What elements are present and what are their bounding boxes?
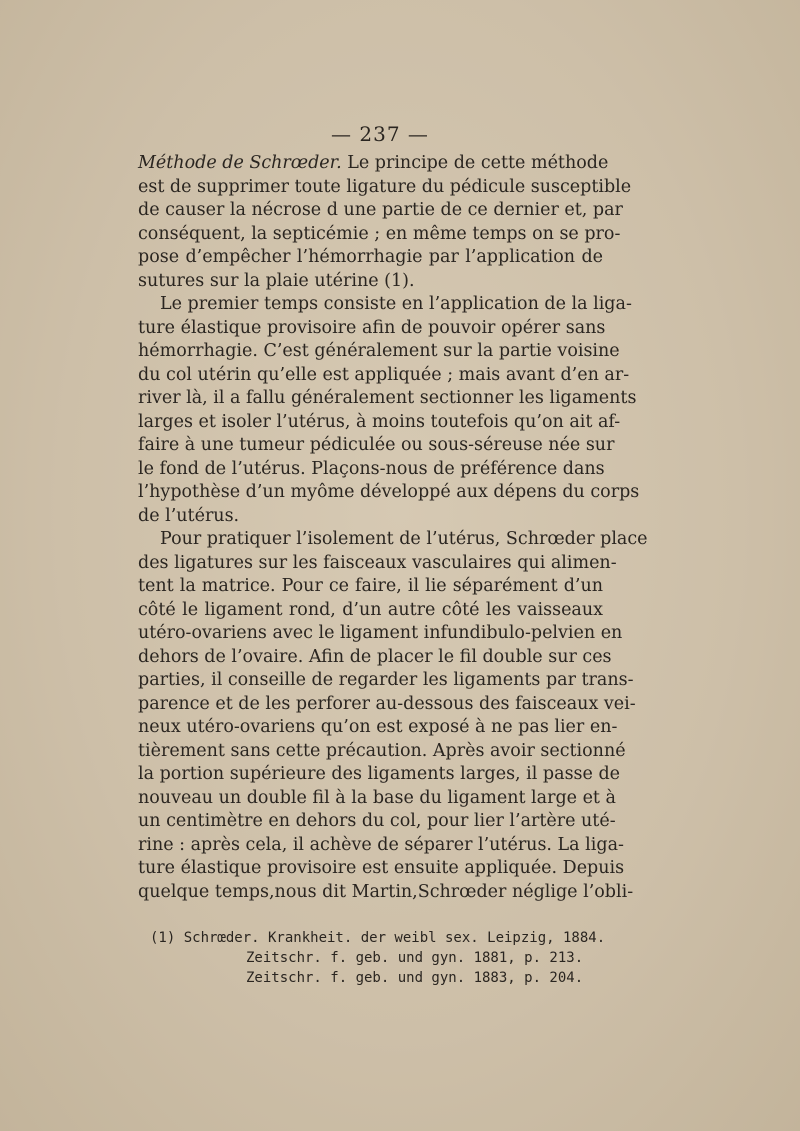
text-line: un centimètre en dehors du col, pour lier l’artère uté- [138, 811, 616, 831]
text-line: parence et de les perforer au-dessous des faisceaux vei- [138, 693, 636, 714]
text-line [138, 152, 609, 176]
text-line: tent la matrice. Pour ce faire, il lie séparément d’un [138, 576, 603, 596]
text-fragment: Le principe de cette méthode [341, 153, 609, 173]
text-line: ture élastique provisoire afin de pouvoir opérer sans [138, 317, 606, 338]
text-line: des ligatures sur les faisceaux vasculaires qui alimen- [138, 552, 617, 573]
text-line: river là, il a fallu généralement sectionner les ligaments [138, 388, 637, 408]
text-line: Pour pratiquer l’isolement de l’utérus, Schrœder place [160, 529, 648, 549]
text-line: dehors de l’ovaire. Afin de placer le fil double sur ces [138, 646, 612, 667]
text-line: rine : après cela, il achève de séparer l’utérus. La liga- [138, 834, 624, 855]
text-line: faire à une tumeur pédiculée ou sous-séreuse née sur [138, 435, 615, 455]
text-line: conséquent, la septicémie ; en même temps on se pro- [138, 223, 621, 244]
paragraph [138, 152, 632, 293]
text-line: hémorrhagie. C’est généralement sur la partie voisine [138, 341, 620, 361]
body-text [138, 152, 648, 904]
text-line: utéro-ovariens avec le ligament infundibulo-pelvien en [138, 623, 623, 643]
text-line: nouveau un double fil à la base du ligament large et à [138, 787, 616, 808]
page-number: — 237 — [331, 122, 429, 146]
text-line: sutures sur la plaie utérine (1). [138, 270, 415, 291]
text-line: ture élastique provisoire est ensuite appliquée. Depuis [138, 858, 625, 878]
text-line: larges et isoler l’utérus, à moins toutefois qu’on ait af- [138, 411, 621, 432]
text-line: côté le ligament rond, d’un autre côté les vaisseaux [138, 599, 603, 620]
footnote-line: Zeitschr. f. geb. und gyn. 1881, p. 213. [246, 950, 584, 966]
text-line: pose d’empêcher l’hémorrhagie par l’application de [138, 247, 603, 267]
text-line: est de supprimer toute ligature du pédicule susceptible [138, 176, 632, 197]
paragraph [138, 528, 648, 904]
footnote-line: Zeitschr. f. geb. und gyn. 1883, p. 204. [246, 970, 584, 986]
text-line: de causer la nécrose d une partie de ce dernier et, par [138, 200, 623, 220]
paragraph [138, 293, 640, 528]
text-line: le fond de l’utérus. Plaçons-nous de préférence dans [138, 458, 605, 479]
text-line: tièrement sans cette précaution. Après avoir sectionné [138, 740, 626, 761]
text-line: la portion supérieure des ligaments larges, il passe de [138, 764, 621, 784]
text-line: quelque temps,nous dit Martin,Schrœder néglige l’obli- [138, 881, 634, 902]
text-line: du col utérin qu’elle est appliquée ; mais avant d’en ar- [138, 364, 630, 385]
text-line: de l’utérus. [138, 505, 240, 526]
text-line: Le premier temps consiste en l’application de la liga- [160, 294, 632, 314]
footnotes [150, 928, 606, 988]
text-line: neux utéro-ovariens qu’on est exposé à ne pas lier en- [138, 717, 618, 737]
text-line: l’hypothèse d’un myôme développé aux dépens du corps [138, 482, 640, 502]
footnote-line: (1) Schrœder. Krankheit. der weibl sex. Leipzig, 1884. [150, 930, 606, 946]
text-line: parties, il conseille de regarder les ligaments par trans- [138, 670, 634, 690]
section-heading: Méthode de Schrœder. [138, 153, 342, 173]
